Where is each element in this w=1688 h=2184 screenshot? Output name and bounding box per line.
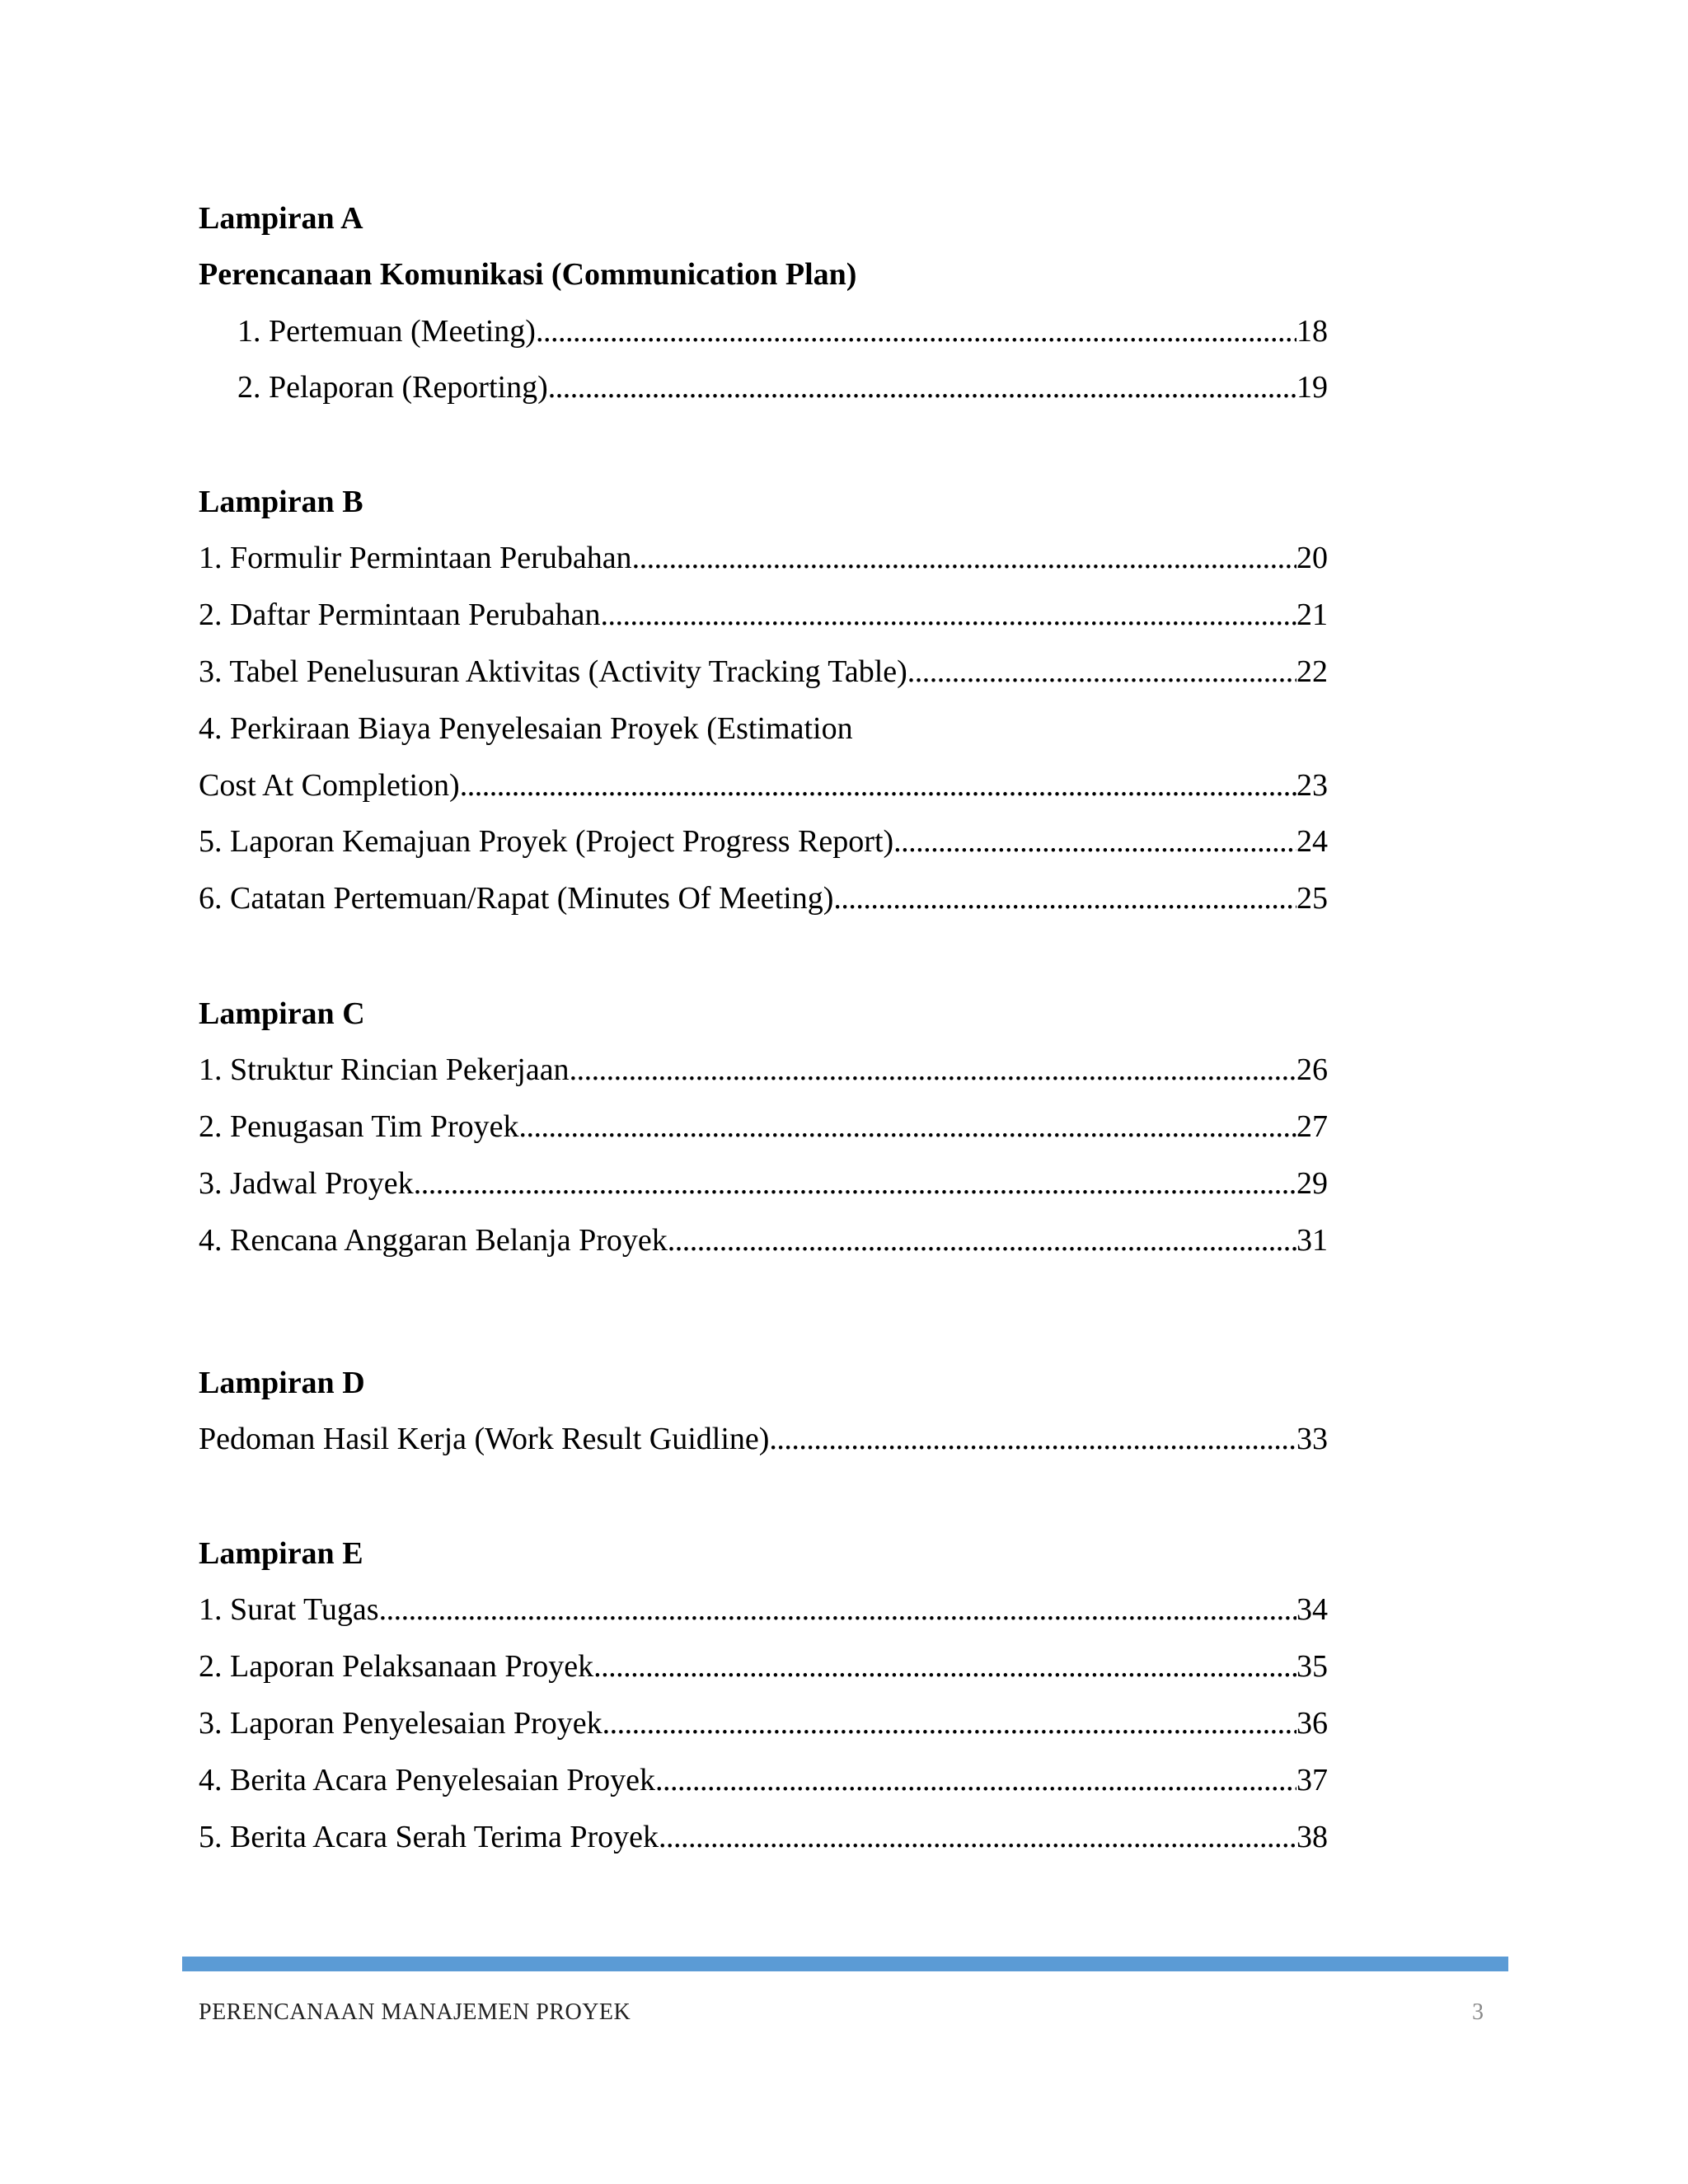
toc-leader-dots [603,1702,1296,1745]
footer-title: PERENCANAAN MANAJEMEN PROYEK [199,1999,631,2025]
toc-leader-dots [632,537,1296,579]
toc-entry-label-line1[interactable]: 4. Perkiraan Biaya Penyelesaian Proyek (Estimation [199,711,853,746]
toc-leader-dots [518,1105,1296,1148]
toc-entry[interactable] [199,877,1328,920]
section-heading-b: Lampiran B [199,485,363,519]
toc-leader-dots [893,820,1296,863]
toc-entry-label: 1. Struktur Rincian Pekerjaan [199,1052,570,1087]
toc-entry-page: 27 [1296,1109,1328,1144]
toc-entry-label: 3. Tabel Penelusuran Aktivitas (Activity Tracking Table) [199,654,907,689]
toc-leader-dots [907,650,1296,693]
toc-leader-dots [460,764,1296,807]
toc-entry-page: 24 [1296,824,1328,859]
toc-entry[interactable] [199,650,1328,693]
toc-entry[interactable] [199,1048,1328,1091]
toc-entry-page: 35 [1296,1649,1328,1684]
toc-entry-label: 5. Berita Acara Serah Terima Proyek [199,1820,659,1854]
toc-entry[interactable] [199,537,1328,579]
footer-accent-bar [182,1957,1508,1971]
toc-entry[interactable] [199,1162,1328,1205]
toc-entry-page: 38 [1296,1820,1328,1854]
toc-entry-label: 1. Pertemuan (Meeting) [237,314,536,349]
toc-leader-dots [659,1816,1296,1858]
toc-entry-page: 21 [1296,598,1328,632]
toc-entry-label: 3. Laporan Penyelesaian Proyek [199,1706,603,1741]
section-heading-c: Lampiran C [199,996,365,1031]
toc-entry-label: 1. Surat Tugas [199,1592,379,1627]
toc-entry-page: 31 [1296,1223,1328,1258]
toc-leader-dots [769,1418,1296,1460]
toc-entry-label: 2. Laporan Pelaksanaan Proyek [199,1649,594,1684]
toc-entry-label: 2. Pelaporan (Reporting) [237,370,548,405]
toc-entry[interactable] [199,1759,1328,1802]
section-heading-a: Lampiran A [199,201,363,236]
toc-entry-label: Pedoman Hasil Kerja (Work Result Guidline) [199,1422,770,1456]
toc-entry-page: 26 [1296,1052,1328,1087]
toc-entry-page: 18 [1296,314,1328,349]
toc-entry[interactable] [199,1588,1328,1631]
toc-entry[interactable] [199,1105,1328,1148]
toc-leader-dots [548,366,1296,409]
toc-entry[interactable] [237,310,1328,353]
toc-entry-page: 37 [1296,1763,1328,1797]
page-number: 3 [1472,1999,1484,2025]
toc-entry[interactable] [199,820,1328,863]
toc-entry-label: 2. Daftar Permintaan Perubahan [199,598,601,632]
toc-entry[interactable] [199,593,1328,636]
toc-entry-label: Cost At Completion) [199,768,460,803]
toc-entry-page: 23 [1296,768,1328,803]
toc-leader-dots [414,1162,1296,1205]
toc-leader-dots [601,593,1297,636]
toc-entry-label: 4. Berita Acara Penyelesaian Proyek [199,1763,655,1797]
toc-leader-dots [570,1048,1296,1091]
toc-entry[interactable] [199,1219,1328,1262]
toc-leader-dots [593,1645,1296,1688]
toc-entry-page: 34 [1296,1592,1328,1627]
toc-entry[interactable] [199,1418,1328,1460]
section-heading-d: Lampiran D [199,1366,365,1400]
toc-entry-page: 33 [1296,1422,1328,1456]
toc-entry-label: 4. Rencana Anggaran Belanja Proyek [199,1223,668,1258]
toc-entry-page: 25 [1296,881,1328,916]
toc-entry-page: 36 [1296,1706,1328,1741]
section-subheading-a: Perencanaan Komunikasi (Communication Plan) [199,257,857,292]
toc-entry-label: 3. Jadwal Proyek [199,1166,414,1201]
toc-entry[interactable] [199,1645,1328,1688]
toc-entry-page: 20 [1296,541,1328,575]
toc-leader-dots [536,310,1296,353]
toc-entry-label: 6. Catatan Pertemuan/Rapat (Minutes Of Meeting) [199,881,834,916]
toc-entry[interactable] [199,1816,1328,1858]
toc-leader-dots [655,1759,1296,1802]
section-heading-e: Lampiran E [199,1536,363,1571]
toc-entry[interactable] [199,764,1328,807]
toc-entry[interactable] [237,366,1328,409]
toc-entry-label: 5. Laporan Kemajuan Proyek (Project Progress Report) [199,824,894,859]
toc-entry-label: 1. Formulir Permintaan Perubahan [199,541,632,575]
toc-entry-page: 29 [1296,1166,1328,1201]
toc-entry-page: 19 [1296,370,1328,405]
toc-entry[interactable] [199,1702,1328,1745]
toc-leader-dots [833,877,1296,920]
toc-leader-dots [668,1219,1296,1262]
toc-entry-page: 22 [1296,654,1328,689]
toc-entry-label: 2. Penugasan Tim Proyek [199,1109,519,1144]
toc-leader-dots [379,1588,1296,1631]
